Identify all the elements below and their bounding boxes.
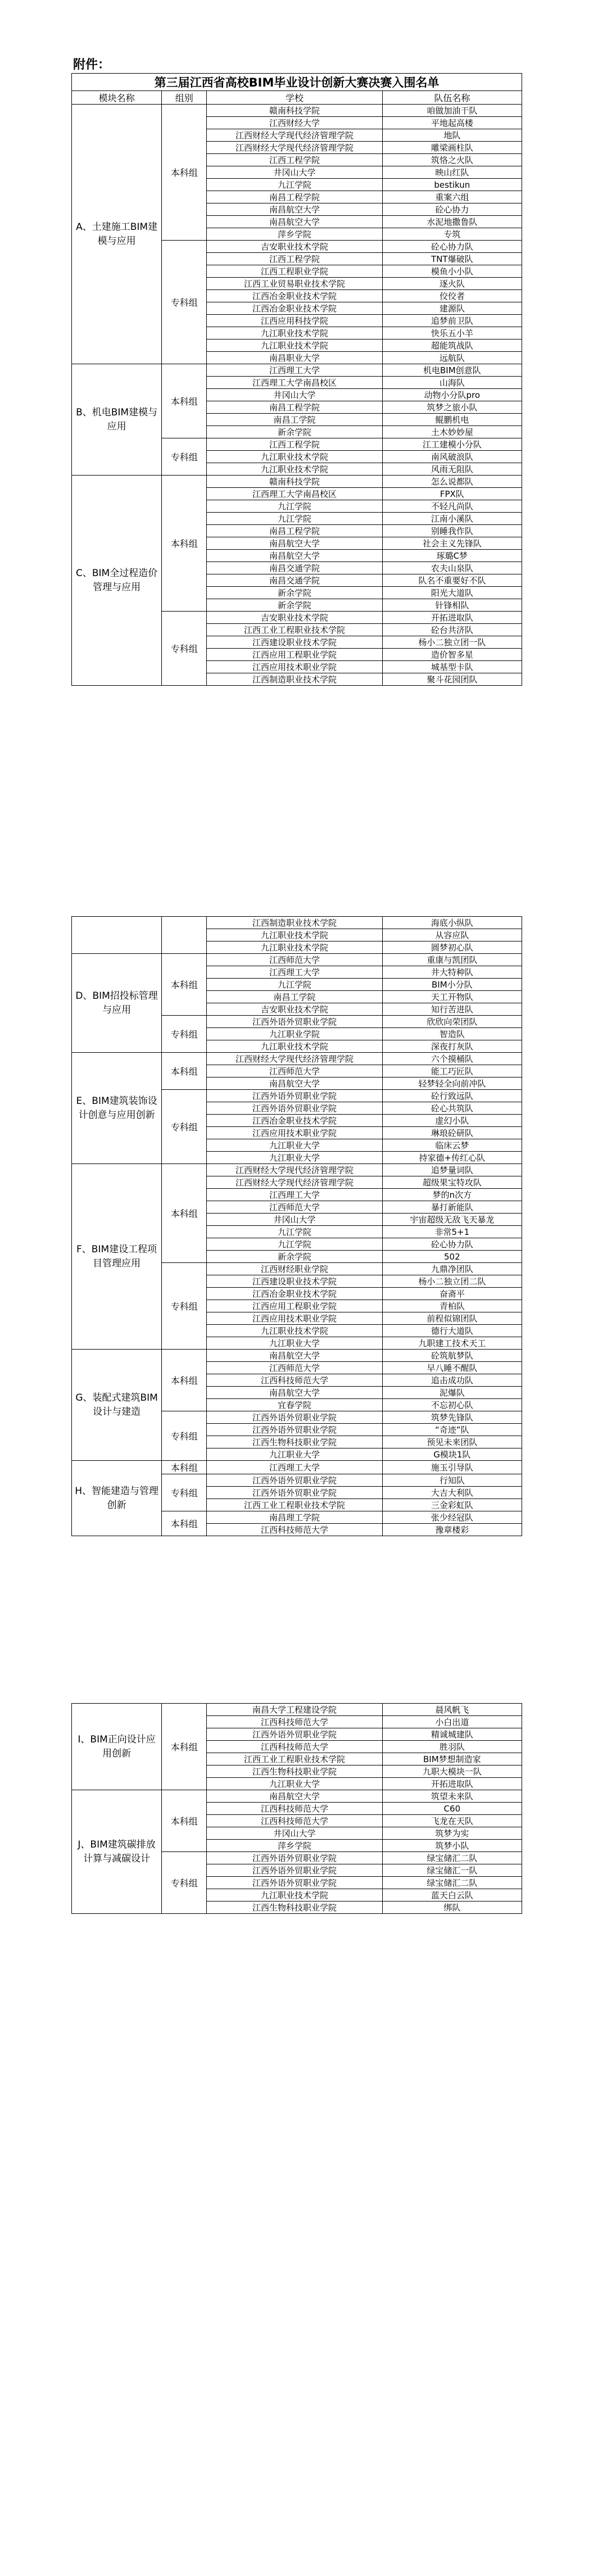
- school-name: 江西财经大学现代经济管理学院: [207, 1053, 382, 1065]
- module-name: A、土建施工BIM建模与应用: [72, 105, 162, 364]
- school-name: 江西师范大学: [207, 1362, 382, 1374]
- school-name: 江西财经大学现代经济管理学院: [207, 142, 382, 154]
- school-name: 九江职业技术学院: [207, 929, 382, 941]
- group-category: 专科组: [162, 1090, 207, 1164]
- team-name: 追击成功队: [382, 1374, 522, 1387]
- school-name: 井冈山大学: [207, 1827, 382, 1840]
- team-name: 深夜打灰队: [382, 1040, 522, 1053]
- school-name: 江西财经大学: [207, 117, 382, 129]
- school-name: 江西生物科技职业学院: [207, 1765, 382, 1778]
- team-name: 快乐五小羊: [382, 327, 522, 339]
- team-name: 重案六组: [382, 191, 522, 203]
- team-name: 筑恪之火队: [382, 154, 522, 166]
- school-name: 江西外语外贸职业学院: [207, 1424, 382, 1436]
- school-name: 吉安职业技术学院: [207, 612, 382, 624]
- school-name: 南昌工学院: [207, 414, 382, 426]
- school-name: 九江学院: [207, 179, 382, 191]
- school-name: 江西应用技术职业学院: [207, 1312, 382, 1325]
- team-name: 施玉引导队: [382, 1461, 522, 1474]
- column-header: 组别: [162, 91, 207, 105]
- team-name: 精诚城建队: [382, 1728, 522, 1741]
- school-name: 江西科技师范大学: [207, 1741, 382, 1753]
- team-name: 暴打新能队: [382, 1201, 522, 1214]
- team-name: 非常5+1: [382, 1226, 522, 1238]
- school-name: 江西建设职业技术学院: [207, 636, 382, 649]
- team-name: 风雨无阻队: [382, 463, 522, 476]
- school-name: 江西工程学院: [207, 438, 382, 451]
- school-name: 南昌工学院: [207, 991, 382, 1003]
- school-name: 江西生物科技职业学院: [207, 1436, 382, 1448]
- team-name: BIM梦想制造家: [382, 1753, 522, 1765]
- table-row: [72, 954, 522, 966]
- school-name: 南昌职业大学: [207, 352, 382, 364]
- finalist-table: [71, 1703, 522, 1914]
- school-name: 井冈山大学: [207, 166, 382, 179]
- table-row: [72, 1164, 522, 1176]
- team-name: 虚幻小队: [382, 1115, 522, 1127]
- school-name: 南昌航空大学: [207, 1387, 382, 1399]
- group-category: 专科组: [162, 1263, 207, 1350]
- team-name: 胜羽队: [382, 1741, 522, 1753]
- team-name: 豫章楼彩: [382, 1524, 522, 1536]
- attachment-label: 附件：: [73, 58, 111, 72]
- school-name: 江西理工大学: [207, 966, 382, 979]
- school-name: 九江职业学院: [207, 1028, 382, 1040]
- team-name: 前程似锦团队: [382, 1312, 522, 1325]
- school-name: 九江职业大学: [207, 1337, 382, 1350]
- table-row: [72, 1704, 522, 1716]
- school-name: 江西制造职业技术学院: [207, 917, 382, 929]
- team-name: 圆梦初心队: [382, 941, 522, 954]
- team-name: 咱做加油干队: [382, 105, 522, 117]
- school-name: 南昌航空大学: [207, 550, 382, 562]
- team-name: bestikun: [382, 179, 522, 191]
- school-name: 江西应用工程职业学院: [207, 1300, 382, 1312]
- school-name: 萍乡学院: [207, 1840, 382, 1852]
- team-name: 平地起高楼: [382, 117, 522, 129]
- school-name: 江西外语外贸职业学院: [207, 1877, 382, 1889]
- school-name: 南昌航空大学: [207, 537, 382, 550]
- team-name: 别睡我作队: [382, 525, 522, 537]
- team-name: 映山红队: [382, 166, 522, 179]
- team-name: 泥爆队: [382, 1387, 522, 1399]
- team-name: 临床云梦: [382, 1139, 522, 1152]
- team-name: 琢璐C梦: [382, 550, 522, 562]
- team-name: 阳光大道队: [382, 587, 522, 599]
- school-name: 南昌航空大学: [207, 203, 382, 216]
- school-name: 江西外语外贸职业学院: [207, 1487, 382, 1499]
- team-name: 智造队: [382, 1028, 522, 1040]
- team-name: 队名不重要好不队: [382, 574, 522, 587]
- team-name: 追梦量词队: [382, 1164, 522, 1176]
- team-name: 城基型卡队: [382, 661, 522, 673]
- school-name: 江西外语外贸职业学院: [207, 1728, 382, 1741]
- school-name: 南昌交通学院: [207, 562, 382, 574]
- team-name: 怎么说都队: [382, 476, 522, 488]
- module-name: G、装配式建筑BIM设计与建造: [72, 1350, 162, 1461]
- school-name: 九江职业技术学院: [207, 451, 382, 463]
- team-name: 轻梦轻全向前冲队: [382, 1078, 522, 1090]
- school-name: 江西工程职业学院: [207, 265, 382, 278]
- team-name: 江工建模小分队: [382, 438, 522, 451]
- school-name: 萍乡学院: [207, 228, 382, 241]
- school-name: 江西理工大学: [207, 364, 382, 377]
- team-name: G模块1队: [382, 1448, 522, 1461]
- school-name: 江西财经大学现代经济管理学院: [207, 129, 382, 142]
- team-name: 欣欣向荣团队: [382, 1016, 522, 1028]
- school-name: 江西工程学院: [207, 154, 382, 166]
- team-name: 模鱼小小队: [382, 265, 522, 278]
- school-name: 江西外语外贸职业学院: [207, 1090, 382, 1102]
- column-header: 队伍名称: [382, 91, 522, 105]
- module-name: H、智能建造与管理创新: [72, 1461, 162, 1536]
- team-name: 砼心共筑队: [382, 1102, 522, 1115]
- table-row: [72, 1790, 522, 1803]
- team-name: 水泥地撒鲁队: [382, 216, 522, 228]
- table-row: [72, 1350, 522, 1362]
- team-name: 晨风帆飞: [382, 1704, 522, 1716]
- module-name: F、BIM建设工程项目管理应用: [72, 1164, 162, 1350]
- team-name: 琳琅砼研队: [382, 1127, 522, 1139]
- table-row: [72, 917, 522, 929]
- school-name: 吉安职业技术学院: [207, 241, 382, 253]
- school-name: 九江职业大学: [207, 1448, 382, 1461]
- table-row: [72, 364, 522, 377]
- group-category: 本科组: [162, 364, 207, 438]
- team-name: 三金彩虹队: [382, 1499, 522, 1511]
- table-row: [72, 1461, 522, 1474]
- group-category: 专科组: [162, 1411, 207, 1461]
- school-name: 九江职业技术学院: [207, 1040, 382, 1053]
- team-name: 绿宝储汇二队: [382, 1877, 522, 1889]
- module-name: J、BIM建筑碳排放计算与减碳设计: [72, 1790, 162, 1914]
- team-name: 德行大道队: [382, 1325, 522, 1337]
- team-name: 能工巧匠队: [382, 1065, 522, 1078]
- school-name: 江西应用技术职业学院: [207, 1127, 382, 1139]
- team-name: 六个摸桶队: [382, 1053, 522, 1065]
- school-name: 九江职业技术学院: [207, 1889, 382, 1902]
- school-name: 江西外语外贸职业学院: [207, 1852, 382, 1864]
- group-category: 专科组: [162, 1474, 207, 1511]
- school-name: 新余学院: [207, 599, 382, 612]
- team-name: 九鼎净团队: [382, 1263, 522, 1275]
- team-name: 行知队: [382, 1474, 522, 1487]
- school-name: 江西制造职业技术学院: [207, 673, 382, 686]
- group-category: 本科组: [162, 105, 207, 241]
- school-name: 新余学院: [207, 1251, 382, 1263]
- school-name: 江西工业工程职业技术学院: [207, 1499, 382, 1511]
- team-name: 持家德+传红心队: [382, 1152, 522, 1164]
- team-name: 绿宝储汇二队: [382, 1852, 522, 1864]
- group-category: 本科组: [162, 954, 207, 1016]
- school-name: 九江职业技术学院: [207, 1325, 382, 1337]
- group-category: 专科组: [162, 438, 207, 476]
- school-name: 江西财经大学现代经济管理学院: [207, 1176, 382, 1189]
- school-name: 江西师范大学: [207, 1201, 382, 1214]
- team-name: 山海队: [382, 377, 522, 389]
- finalist-table: [71, 73, 522, 686]
- team-name: 筑梦先锋队: [382, 1411, 522, 1424]
- team-name: 青柏队: [382, 1300, 522, 1312]
- school-name: 江西师范大学: [207, 954, 382, 966]
- group-category: 本科组: [162, 1053, 207, 1090]
- school-name: 江西科技师范大学: [207, 1716, 382, 1728]
- school-name: 江西科技师范大学: [207, 1803, 382, 1815]
- school-name: 南昌工程学院: [207, 191, 382, 203]
- school-name: 九江职业技术学院: [207, 327, 382, 339]
- school-name: 赣南科技学院: [207, 476, 382, 488]
- team-name: 张少经冠队: [382, 1511, 522, 1524]
- school-name: 九江职业技术学院: [207, 339, 382, 352]
- school-name: 九江学院: [207, 513, 382, 525]
- team-name: 土木妙妙屋: [382, 426, 522, 438]
- table-page-3: [71, 1703, 522, 1914]
- school-name: 南昌理工学院: [207, 1511, 382, 1524]
- school-name: 江西外语外贸职业学院: [207, 1864, 382, 1877]
- group-category: 本科组: [162, 1164, 207, 1263]
- school-name: 新余学院: [207, 426, 382, 438]
- school-name: 九江学院: [207, 979, 382, 991]
- team-name: 砼心协力队: [382, 1238, 522, 1251]
- team-name: 追梦前卫队: [382, 315, 522, 327]
- group-category: 专科组: [162, 241, 207, 364]
- team-name: 筑梦为实: [382, 1827, 522, 1840]
- school-name: 九江职业技术学院: [207, 463, 382, 476]
- team-name: 从容应队: [382, 929, 522, 941]
- team-name: 不轻凡尚队: [382, 500, 522, 513]
- school-name: 江西外语外贸职业学院: [207, 1474, 382, 1487]
- school-name: 井冈山大学: [207, 1214, 382, 1226]
- school-name: 南昌大学工程建设学院: [207, 1704, 382, 1716]
- team-name: 动物小分队pro: [382, 389, 522, 401]
- school-name: 江西科技师范大学: [207, 1815, 382, 1827]
- school-name: 江西外语外贸职业学院: [207, 1411, 382, 1424]
- school-name: 九江职业大学: [207, 1778, 382, 1790]
- team-name: 砼心协力: [382, 203, 522, 216]
- team-name: 绿宝储汇一队: [382, 1864, 522, 1877]
- school-name: 江西冶金职业技术学院: [207, 1115, 382, 1127]
- team-name: 开拓进取队: [382, 612, 522, 624]
- group-category: 本科组: [162, 1461, 207, 1474]
- team-name: 聚斗花园团队: [382, 673, 522, 686]
- team-name: 梦的n次方: [382, 1189, 522, 1201]
- table-row: [72, 105, 522, 117]
- team-name: 超能筑战队: [382, 339, 522, 352]
- group-category: 专科组: [162, 1852, 207, 1914]
- school-name: 南昌航空大学: [207, 1790, 382, 1803]
- school-name: 九江学院: [207, 500, 382, 513]
- team-name: 砼筑航梦队: [382, 1350, 522, 1362]
- school-name: 江西财经职业学院: [207, 1263, 382, 1275]
- group-category: 本科组: [162, 476, 207, 612]
- team-name: 逐火队: [382, 278, 522, 290]
- table-title: 第三届江西省高校BIM毕业设计创新大赛决赛入围名单: [72, 74, 522, 91]
- team-name: FPX队: [382, 488, 522, 500]
- team-name: 早八睡不醒队: [382, 1362, 522, 1374]
- team-name: 针锋相队: [382, 599, 522, 612]
- school-name: 江西科技师范大学: [207, 1374, 382, 1387]
- module-name: I、BIM正向设计应用创新: [72, 1704, 162, 1790]
- team-name: 奋斋平: [382, 1288, 522, 1300]
- school-name: 南昌航空大学: [207, 1078, 382, 1090]
- team-name: 杨小二独立团一队: [382, 636, 522, 649]
- column-header: 学校: [207, 91, 382, 105]
- team-name: 筑梦小队: [382, 1840, 522, 1852]
- team-name: 砼台共济队: [382, 624, 522, 636]
- team-name: 江南小溪队: [382, 513, 522, 525]
- school-name: 九江职业大学: [207, 1152, 382, 1164]
- module-name: [72, 917, 162, 954]
- group-category: 本科组: [162, 1790, 207, 1852]
- school-name: 江西冶金职业技术学院: [207, 290, 382, 302]
- school-name: 江西冶金职业技术学院: [207, 302, 382, 315]
- school-name: 江西外语外贸职业学院: [207, 1016, 382, 1028]
- school-name: 江西理工大学: [207, 1461, 382, 1474]
- team-name: 鲲鹏机电: [382, 414, 522, 426]
- team-name: 海底小纵队: [382, 917, 522, 929]
- column-header: 模块名称: [72, 91, 162, 105]
- school-name: 江西理工大学南昌校区: [207, 488, 382, 500]
- team-name: 502: [382, 1251, 522, 1263]
- school-name: 南昌交通学院: [207, 574, 382, 587]
- group-category: 本科组: [162, 1511, 207, 1536]
- team-name: 雕梁画柱队: [382, 142, 522, 154]
- team-name: 绑队: [382, 1902, 522, 1914]
- team-name: C60: [382, 1803, 522, 1815]
- group-category: 专科组: [162, 1016, 207, 1053]
- school-name: 九江职业技术学院: [207, 941, 382, 954]
- team-name: 南风破浪队: [382, 451, 522, 463]
- team-name: “奇迹”队: [382, 1424, 522, 1436]
- team-name: 知行苦进队: [382, 1003, 522, 1016]
- school-name: 南昌航空大学: [207, 1350, 382, 1362]
- school-name: 江西外语外贸职业学院: [207, 1102, 382, 1115]
- team-name: 预见未来团队: [382, 1436, 522, 1448]
- group-category: 本科组: [162, 1704, 207, 1790]
- school-name: 江西理工大学南昌校区: [207, 377, 382, 389]
- team-name: 小白出道: [382, 1716, 522, 1728]
- school-name: 井冈山大学: [207, 389, 382, 401]
- table-row: [72, 476, 522, 488]
- team-name: 远航队: [382, 352, 522, 364]
- team-name: 大吉大利队: [382, 1487, 522, 1499]
- school-name: 吉安职业技术学院: [207, 1003, 382, 1016]
- team-name: 砼行致远队: [382, 1090, 522, 1102]
- team-name: 飞龙在天队: [382, 1815, 522, 1827]
- school-name: 南昌工程学院: [207, 401, 382, 414]
- team-name: 天工开物队: [382, 991, 522, 1003]
- school-name: 江西应用技术职业学院: [207, 661, 382, 673]
- team-name: 建源队: [382, 302, 522, 315]
- team-name: 造价智多星: [382, 649, 522, 661]
- team-name: 机电BIM创意队: [382, 364, 522, 377]
- module-name: E、BIM建筑装饰设计创意与应用创新: [72, 1053, 162, 1164]
- school-name: 江西冶金职业技术学院: [207, 1288, 382, 1300]
- school-name: 江西财经大学现代经济管理学院: [207, 1164, 382, 1176]
- team-name: 社会主义先锋队: [382, 537, 522, 550]
- team-name: 宇宙超级无敌飞天暴龙: [382, 1214, 522, 1226]
- school-name: 江西理工大学: [207, 1189, 382, 1201]
- school-name: 江西工程学院: [207, 253, 382, 265]
- school-name: 江西工业工程职业技术学院: [207, 624, 382, 636]
- team-name: 九职建工技术天工: [382, 1337, 522, 1350]
- school-name: 江西应用工程职业学院: [207, 649, 382, 661]
- team-name: 佼佼者: [382, 290, 522, 302]
- team-name: 筑望未来队: [382, 1790, 522, 1803]
- team-name: 杨小二独立团二队: [382, 1275, 522, 1288]
- table-page-1: [71, 73, 522, 686]
- school-name: 宜春学院: [207, 1399, 382, 1411]
- school-name: 九江职业大学: [207, 1139, 382, 1152]
- module-name: B、机电BIM建模与应用: [72, 364, 162, 476]
- team-name: 重康与凯团队: [382, 954, 522, 966]
- school-name: 九江学院: [207, 1226, 382, 1238]
- team-name: BIM小分队: [382, 979, 522, 991]
- school-name: 赣南科技学院: [207, 105, 382, 117]
- school-name: 新余学院: [207, 587, 382, 599]
- header-row: [72, 91, 522, 105]
- school-name: 江西工业工程职业技术学院: [207, 1753, 382, 1765]
- team-name: 不忘初心队: [382, 1399, 522, 1411]
- module-name: D、BIM招投标管理与应用: [72, 954, 162, 1053]
- team-name: 超级果宝特攻队: [382, 1176, 522, 1189]
- team-name: 九职大模块一队: [382, 1765, 522, 1778]
- team-name: 井大特种队: [382, 966, 522, 979]
- group-category: 本科组: [162, 1350, 207, 1411]
- module-name: C、BIM全过程造价管理与应用: [72, 476, 162, 686]
- school-name: 南昌工程学院: [207, 525, 382, 537]
- team-name: 开拓进取队: [382, 1778, 522, 1790]
- table-row: [72, 1053, 522, 1065]
- team-name: 农夫山泉队: [382, 562, 522, 574]
- team-name: 蓝天白云队: [382, 1889, 522, 1902]
- group-category: [162, 917, 207, 954]
- school-name: 江西生物科技职业学院: [207, 1902, 382, 1914]
- finalist-table: [71, 916, 522, 1536]
- team-name: 筑梦之旅小队: [382, 401, 522, 414]
- school-name: 江西建设职业技术学院: [207, 1275, 382, 1288]
- team-name: 地队: [382, 129, 522, 142]
- school-name: 南昌航空大学: [207, 216, 382, 228]
- school-name: 江西应用科技学院: [207, 315, 382, 327]
- school-name: 江西师范大学: [207, 1065, 382, 1078]
- team-name: TNT爆破队: [382, 253, 522, 265]
- school-name: 江西工业贸易职业技术学院: [207, 278, 382, 290]
- group-category: 专科组: [162, 612, 207, 686]
- table-page-2: [71, 916, 522, 1536]
- team-name: 砼心协力队: [382, 241, 522, 253]
- school-name: 九江学院: [207, 1238, 382, 1251]
- team-name: 专筑: [382, 228, 522, 241]
- school-name: 江西科技师范大学: [207, 1524, 382, 1536]
